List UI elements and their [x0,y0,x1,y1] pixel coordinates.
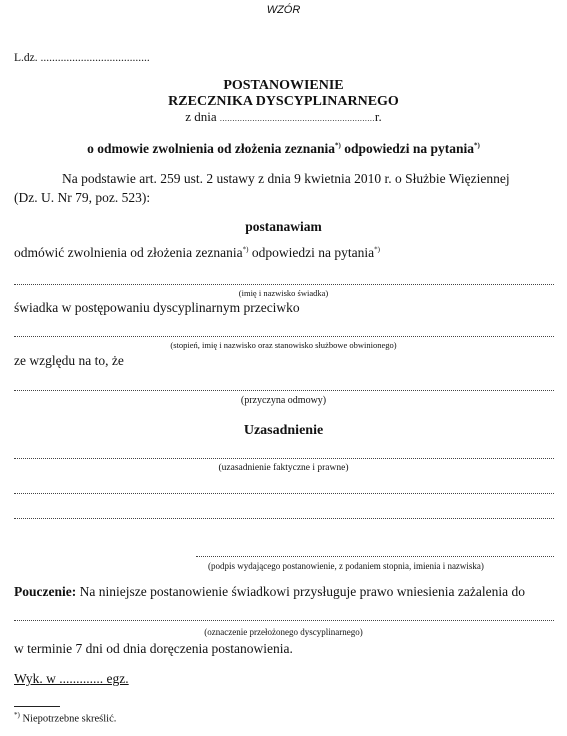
caption-superior: (oznaczenie przełożonego dyscyplinarnego) [204,627,363,637]
doc-subtitle: RZECZNIKA DYSCYPLINARNEGO [168,94,399,109]
footnote [14,711,116,725]
caption-accused: (stopień, imię i nazwisko oraz stanowisko służbowe obwinionego) [170,340,397,350]
footnote-text: Niepotrzebne skreślić. [19,713,117,725]
caption-signature: (podpis wydającego postanowienie, z podaniem stopnia, imienia i nazwiska) [208,561,484,571]
deadline-text: w terminie 7 dni od dnia doręczenia postanowienia. [14,641,293,656]
justification-line-1[interactable] [14,458,554,459]
decision-heading: postanawiam [245,219,322,234]
subject-sup-1: *) [335,141,341,150]
reason-line[interactable] [14,390,554,391]
accused-line[interactable] [14,336,554,337]
subject-text-1: o odmowie zwolnienia od złożenia zeznania [87,141,335,156]
footnote-mark: *) [14,711,20,719]
legal-basis-line-2: (Dz. U. Nr 79, poz. 523): [14,190,151,205]
witness-name-line[interactable] [14,284,554,285]
justification-line-3[interactable] [14,518,554,519]
caption-reason: (przyczyna odmowy) [240,395,327,406]
decision-sup-2: *) [374,245,380,254]
witness-text: świadka w postępowaniu dyscyplinarnym przeciwko [14,300,300,315]
reason-text: ze względu na to, że [14,353,124,368]
superior-line[interactable] [14,620,554,621]
decision-text [14,245,380,261]
justification-heading: Uzasadnienie [243,423,324,438]
date-suffix: r. [374,109,382,124]
doc-subject [0,141,567,157]
copies-count: Wyk. w ............. egz. [14,671,129,686]
instruction-label: Pouczenie: [14,584,77,599]
caption-justification: (uzasadnienie faktyczne i prawne) [218,463,349,473]
date-dots: .............................................................. [219,114,375,123]
date-prefix: z dnia [185,109,217,124]
legal-basis-line-1: Na podstawie art. 259 ust. 2 ustawy z dnia 9 kwietnia 2010 r. o Służbie Więziennej [62,171,510,186]
decision-sup-1: *) [242,245,249,254]
decision-text-1: odmówić zwolnienia od złożenia zeznania [14,245,243,260]
decision-text-2: odpowiedzi na pytania [248,245,375,260]
subject-sup-2: *) [474,141,480,150]
footnote-divider [14,706,60,707]
doc-title: POSTANOWIENIE [223,78,344,93]
signature-line[interactable] [196,556,554,557]
caption-witness: (imię i nazwisko świadka) [238,288,329,298]
template-label: WZÓR [266,4,301,16]
instruction [14,584,525,600]
doc-date [0,109,567,125]
instruction-text: Na niniejsze postanowienie świadkowi przysługuje prawo wniesienia zażalenia do [76,584,525,599]
subject-text-2: odpowiedzi na pytania [340,141,474,156]
justification-line-2[interactable] [14,493,554,494]
ldz-field: L.dz. ...................................... [14,52,150,64]
